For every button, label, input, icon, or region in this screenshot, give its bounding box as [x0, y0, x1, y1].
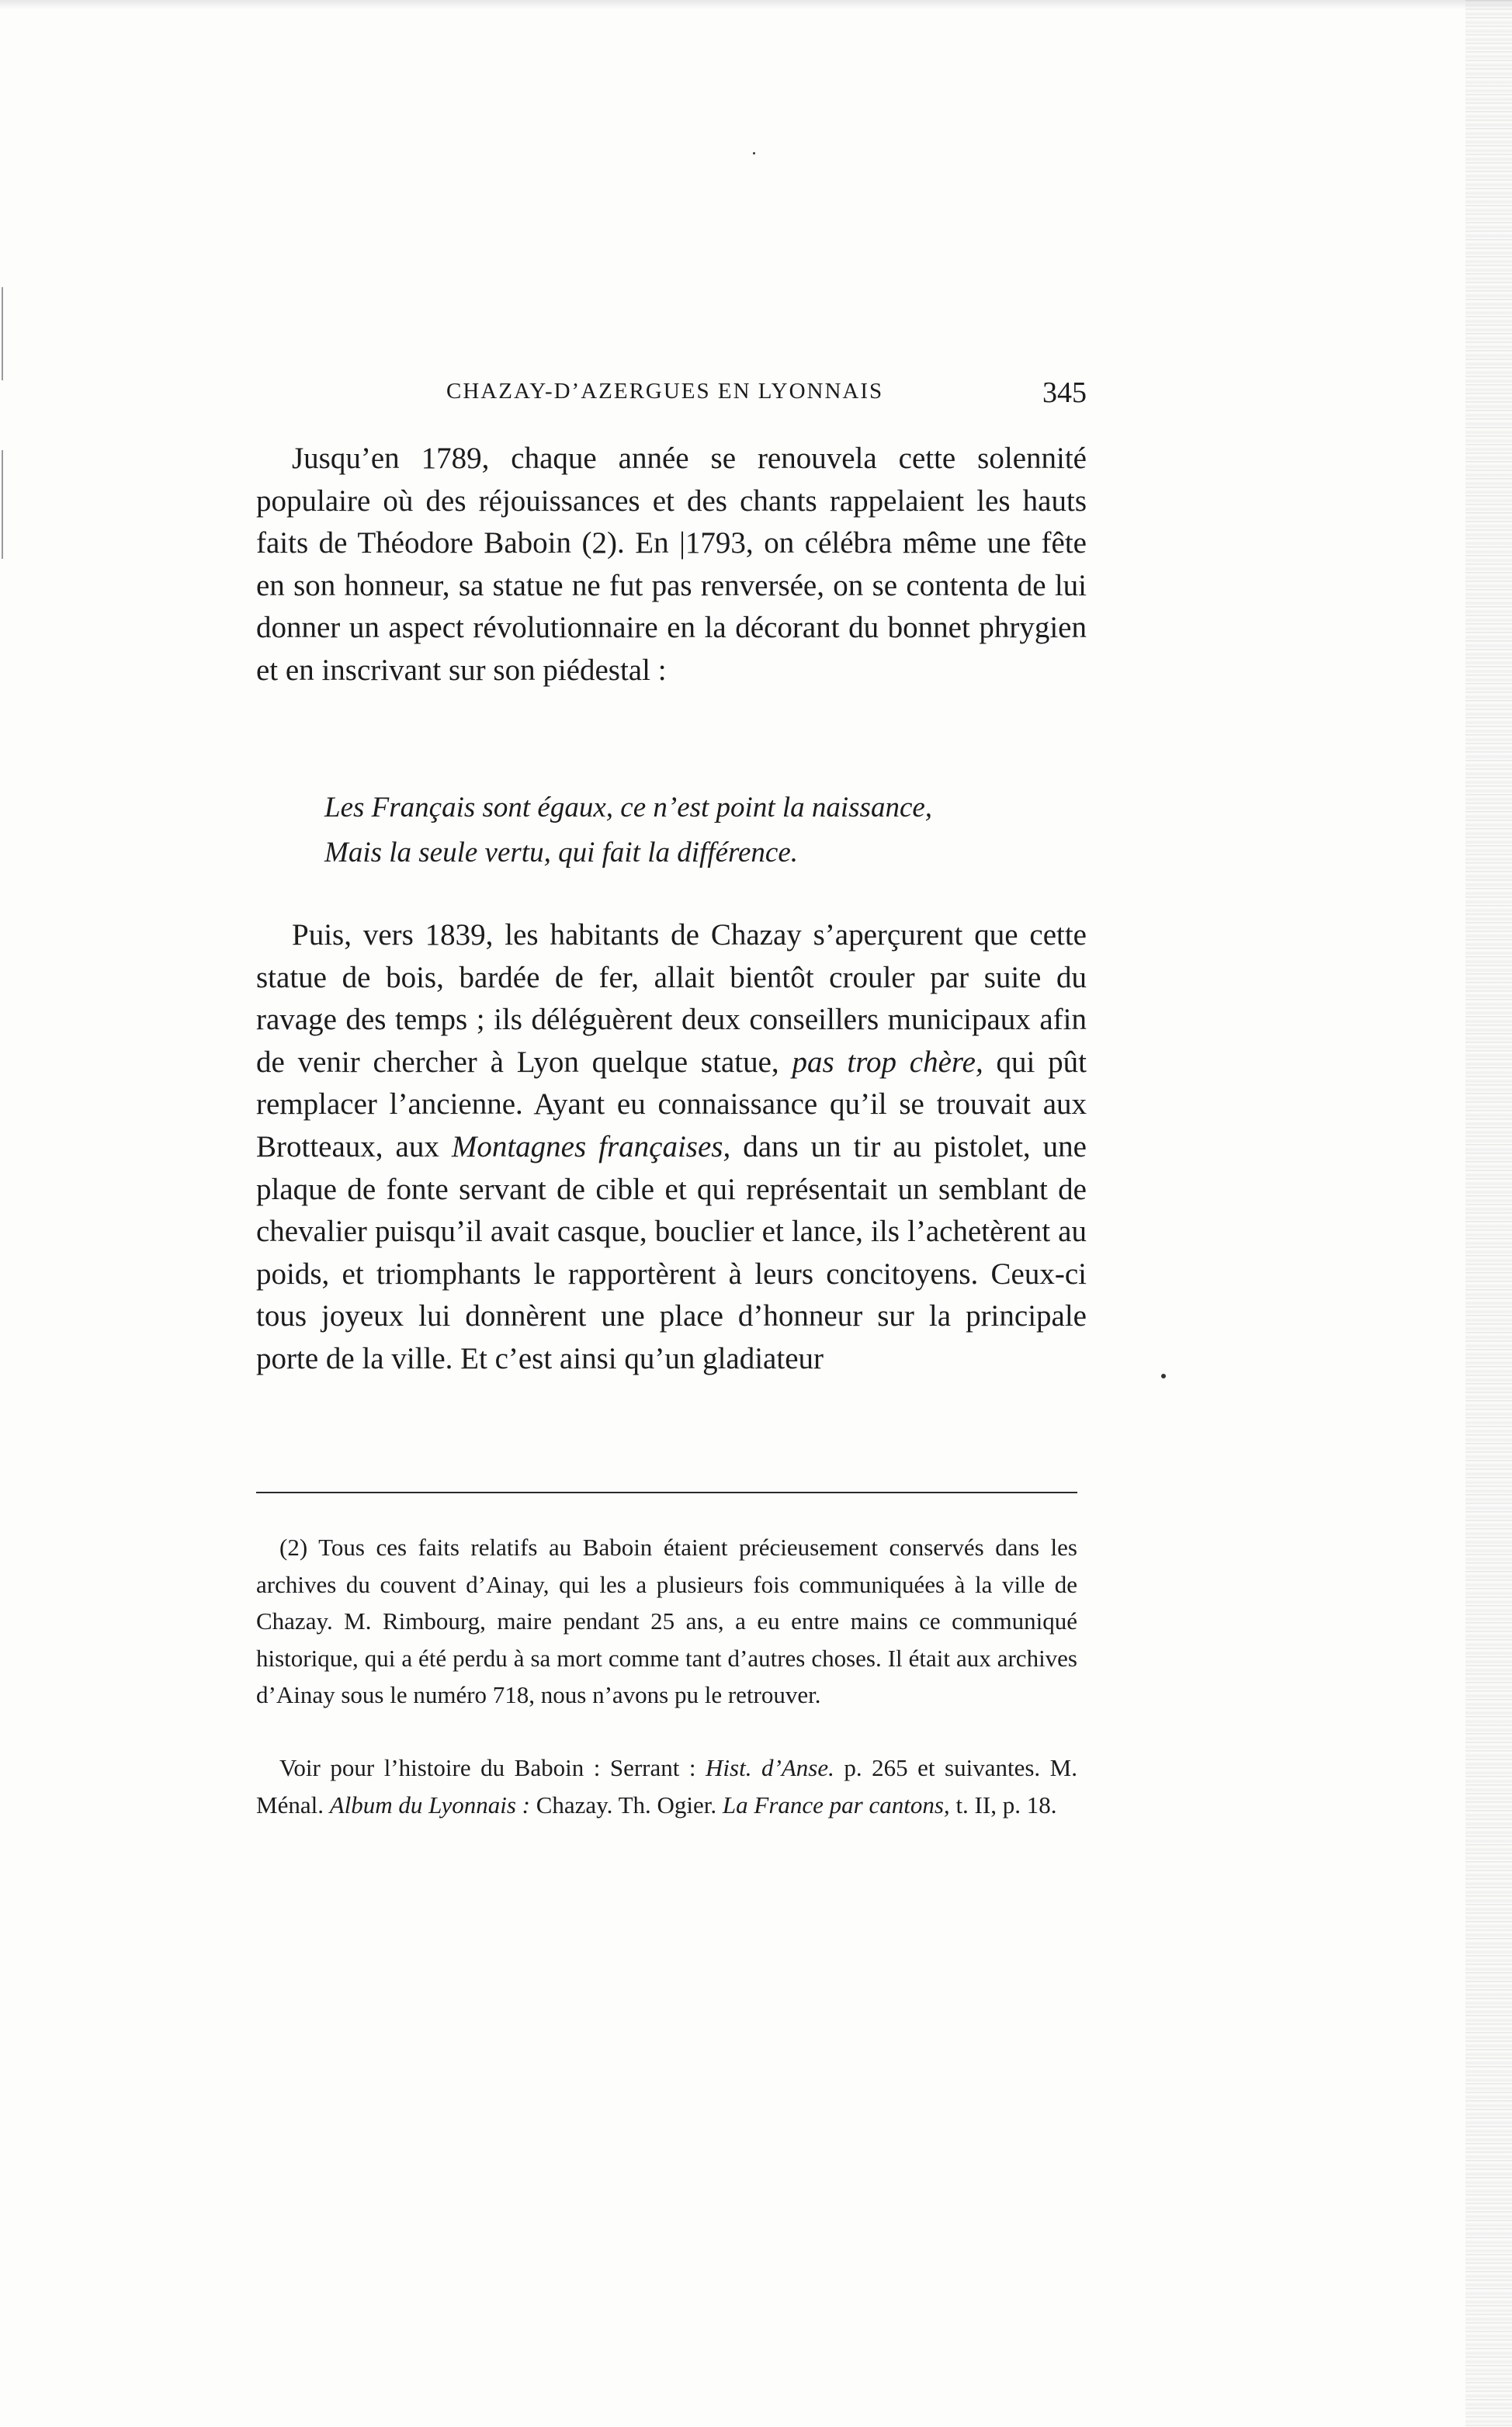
running-title: CHAZAY-D’AZERGUES EN LYONNAIS: [446, 379, 884, 404]
footnote-text: Voir pour l’histoire du Baboin : Serrant :: [279, 1754, 706, 1781]
scan-edge-left-mark: [2, 450, 3, 559]
footnote-text: t. II, p. 18.: [949, 1791, 1057, 1819]
running-head: [256, 376, 1087, 418]
verse-inscription: [324, 785, 1101, 875]
footnote-italic: La France par cantons,: [722, 1791, 950, 1819]
scan-edge-top: [0, 0, 1512, 9]
footnote-italic: Hist. d’Anse.: [706, 1754, 834, 1781]
footnote-italic: Album du Lyonnais :: [329, 1791, 530, 1819]
scan-edge-right: [1465, 0, 1512, 2427]
ink-speck: [1161, 1374, 1166, 1378]
scan-edge-left-mark: [2, 287, 3, 380]
footnote-sources: [256, 1749, 1077, 1823]
footnote-2: (2) Tous ces faits relatifs au Baboin étaient précieusement conservés dans les archives du couvent d’Ainay, qui les a plusieurs fois communiquées à la ville de Chazay. M. Rimbourg, maire pendant 25 ans, a eu entre mains ce communiqué historique, qui a été perdu à sa mort comme tant d’autres choses. Il était aux archives d’Ainay sous le numéro 718, nous n’avons pu le retrouver.: [256, 1534, 1077, 1708]
footnote-rule: [256, 1492, 1077, 1493]
ink-speck: [753, 152, 755, 154]
paragraph-2-italic: Montagnes françaises,: [451, 1129, 731, 1163]
paragraph-1: Jusqu’en 1789, chaque année se renouvela cette solennité populaire où des réjouissances et des chants rappelaient les hauts faits de Théodore Baboin (2). En |1793, on célébra même une fête en son honneur, sa statue ne fut pas renversée, on se contenta de lui donner un aspect révolutionnaire en la décorant du bonnet phrygien et en inscrivant sur son piédestal :: [256, 442, 1087, 687]
paragraph-2-text: dans un tir au pistolet, une plaque de fonte servant de cible et qui représentait un semblant de chevalier puisqu’il avait casque, bouclier et lance, ils l’achetèrent au poids, et triomphants le rapportèrent à leurs concitoyens. Ceux-ci tous joyeux lui donnèrent une place d’honneur sur la principale porte de la ville. Et c’est ainsi qu’un gladiateur: [256, 1129, 1087, 1375]
verse-line-2: Mais la seule vertu, qui fait la différence.: [324, 837, 799, 869]
verse-line-1: Les Français sont égaux, ce n’est point la naissance,: [324, 792, 933, 823]
footnote-text: p. 265 et suivantes. M. Ménal.: [256, 1754, 1077, 1819]
paragraph-2-text: Puis, vers 1839, les habitants de Chazay s’aperçurent que cette statue de bois, bardée de fer, allait bientôt crouler par suite du ravage des temps ; ils déléguèrent deux conseillers municipaux afin de venir chercher à Lyon quelque statue,: [256, 918, 1087, 1079]
paragraph-2-text: qui pût remplacer l’ancienne. Ayant eu connaissance qu’il se trouvait aux Brotteaux, aux: [256, 1045, 1087, 1163]
paragraph-2-italic: pas trop chère,: [792, 1045, 983, 1079]
paragraph-2: [256, 914, 1087, 1381]
footnote-text: Chazay. Th. Ogier.: [529, 1791, 723, 1819]
page-number: 345: [1042, 376, 1087, 409]
